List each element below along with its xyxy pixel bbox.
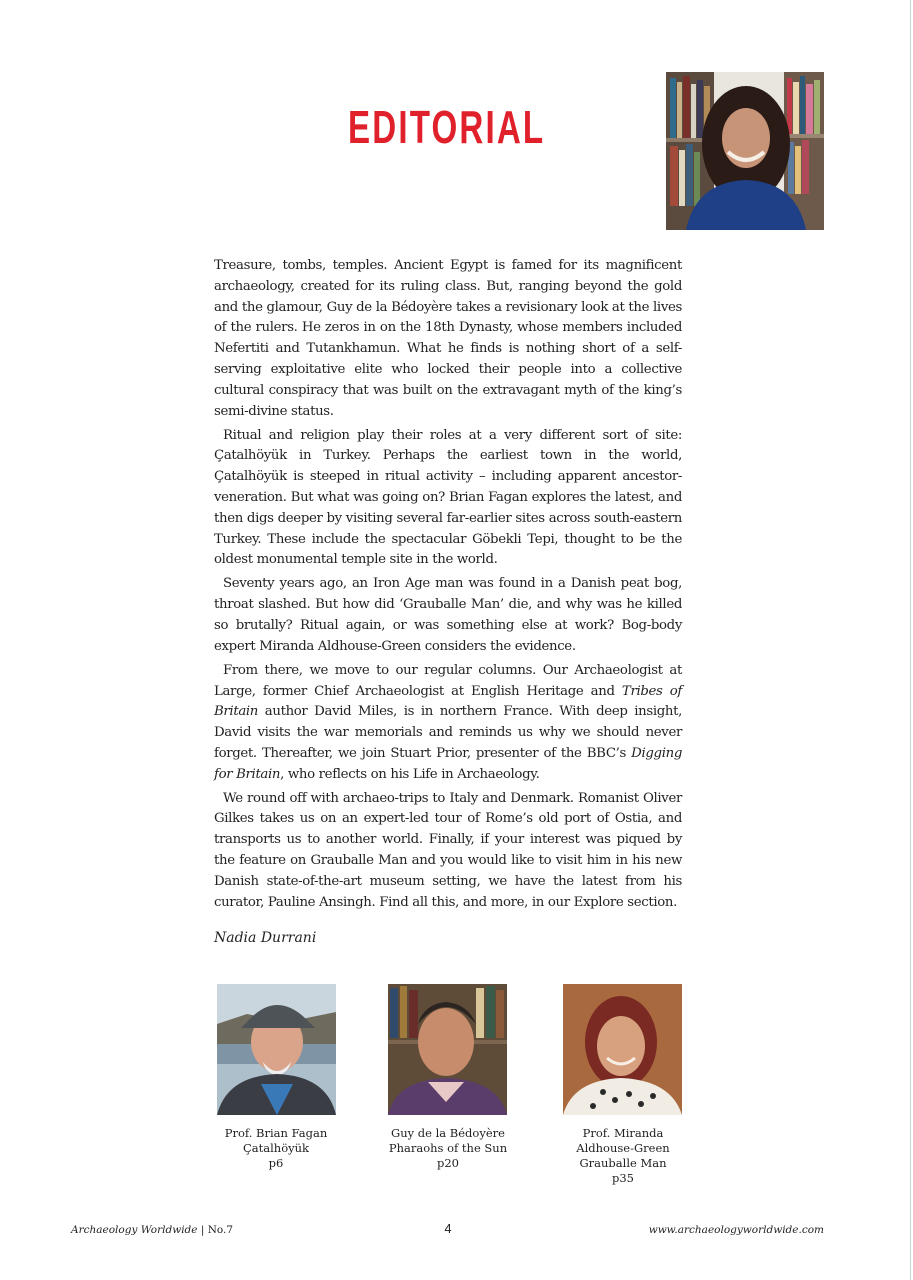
paragraph-catalhoyuk: Ritual and religion play their roles at a very different sort of site: Çatalhöyük in Turkey. Perhaps the earliest town in the world, Çatalhöyük is steeped in ritual activity – including apparent ancestor-veneration. But what was going on? Brian Fagan explores the latest, and then digs deeper by visiting several far-earlier sites across south-eastern Turkey. These include the spectacular Göbekli Tepi, thought to be the oldest monumental temple site in the world. [214,427,682,568]
contributor-page: p20 [437,1156,459,1170]
contributor-topic: Çatalhöyük [242,1141,309,1155]
editorial-body [214,256,682,917]
page-number: 4 [444,1221,452,1236]
paragraph-columns-part: From there, we move to our regular columns. Our Archaeologist at Large, former Chief Archaeologist at English Heritage and [214,662,682,699]
editor-portrait-photo [666,72,824,230]
contributor-caption-miranda-aldhouse-green [538,1126,708,1186]
page-edge-line [910,0,911,1280]
contributor-photo-miranda-aldhouse-green [563,984,682,1115]
paragraph-columns [214,661,682,786]
paragraph-archaeo-trips: We round off with archaeo-trips to Italy and Denmark. Romanist Oliver Gilkes takes us on an expert-led tour of Rome’s old port of Ostia, and transports us to another world. Finally, if your interest was piqued by the feature on Grauballe Man and you would like to visit him in his new Danish state-of-the-art museum setting, we have the latest from his curator, Pauline Ansingh. Find all this, and more, in our Explore section. [214,790,682,910]
editor-signature: Nadia Durrani [214,930,317,946]
paragraph-egypt: Treasure, tombs, temples. Ancient Egypt is famed for its magnificent archaeology, created for its ruling class. But, ranging beyond the gold and the glamour, Guy de la Bédoyère takes a revisionary look at the lives of the rulers. He zeros in on the 18th Dynasty, whose members included Nefertiti and Tutankhamun. What he finds is nothing short of a self-serving exploitative elite who locked their people into a collective cultural conspiracy that was built on the extravagant myth of the king’s semi-divine status. [214,258,682,419]
footer-publication-name: Archaeology Worldwide [71,1224,198,1236]
contributor-page: p35 [612,1171,634,1185]
contributor-caption-guy-de-la-bedoyere [363,1126,533,1171]
footer-website-link[interactable]: www.archaeologyworldwide.com [648,1224,824,1236]
paragraph-columns-part: author David Miles, is in northern France. With deep insight, David visits the war memorials and reminds us why we should never forget. Thereafter, we join Stuart Prior, presenter of the BBC’s [214,704,682,761]
paragraph-grauballe: Seventy years ago, an Iron Age man was found in a Danish peat bog, throat slashed. But how did ‘Grauballe Man’ die, and why was he killed so brutally? Ritual again, or was something else at work? Bog-body expert Miranda Aldhouse-Green considers the evidence. [214,576,682,654]
footer-issue: | No.7 [197,1224,234,1236]
contributor-page: p6 [268,1156,284,1170]
contributor-topic: Grauballe Man [579,1156,667,1170]
paragraph-columns-part: , who reflects on his Life in Archaeology. [280,766,540,782]
contributor-caption-brian-fagan [191,1126,361,1171]
book-title-tribes-of-britain: Tribes of Britain [214,683,683,720]
contributor-photo-brian-fagan [217,984,336,1115]
contributor-photo-guy-de-la-bedoyere [388,984,507,1115]
show-title-digging-for-britain: Digging for Britain [214,745,682,782]
contributor-name: Prof. Brian Fagan [224,1126,328,1140]
contributor-name-line-2: Aldhouse-Green [576,1141,670,1155]
contributor-name: Prof. Miranda [582,1126,664,1140]
footer-publication [71,1224,233,1236]
contributor-topic: Pharaohs of the Sun [388,1141,508,1155]
contributor-name: Guy de la Bédoyère [391,1126,505,1140]
page-title: EDITORIAL [348,101,546,153]
